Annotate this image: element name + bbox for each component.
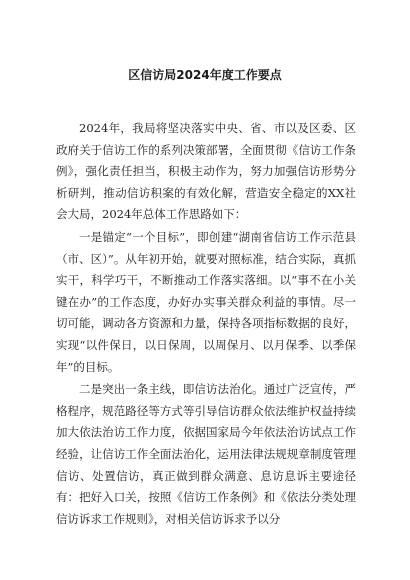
document-body bbox=[56, 118, 356, 530]
paragraph-intro: 2024年，我局将坚决落实中央、省、市以及区委、区政府关于信访工作的系列决策部署，全面贯彻《信访工作条例》，强化责任担当，积极主动作为，努力加强信访形势分析研判，推动信访积案的有效化解，营造安全稳定的XX社会大局，2024年总体工作思路如下： bbox=[56, 121, 356, 222]
paragraph-point-two: 二是突出一条主线，即信访法治化。通过广泛宣传，严格程序，规范路径等方式等引导信访群众依法维护权益持续加大依法治访工作力度，依据国家局今年依法治访试点工作经验，让信访工作全面法治化，运用法律法规规章制度管理信访、处置信访，真正做到群众满意、息访息诉主要途径有：把好入口关，按照《信访工作条例》和《依法分类处理信访诉求工作规则》，对相关信访诉求予以分 bbox=[56, 382, 356, 526]
paragraph-point-one: 一是锚定“一个目标”，即创建“湖南省信访工作示范县（市、区）”。从年初开始，就要对照标准，结合实际，真抓实干，科学巧干，不断推动工作落实落细。以“事不在小关键在办”的工作态度，办好办实事关群众利益的事情。尽一切可能，调动各方资源和力量，保持各项指标数据的良好，实现“以件保日，以日保周，以周保月、以月保季、以季保年”的目标。 bbox=[56, 229, 356, 374]
document-title: 区信访局2024年度工作要点 bbox=[128, 68, 282, 82]
